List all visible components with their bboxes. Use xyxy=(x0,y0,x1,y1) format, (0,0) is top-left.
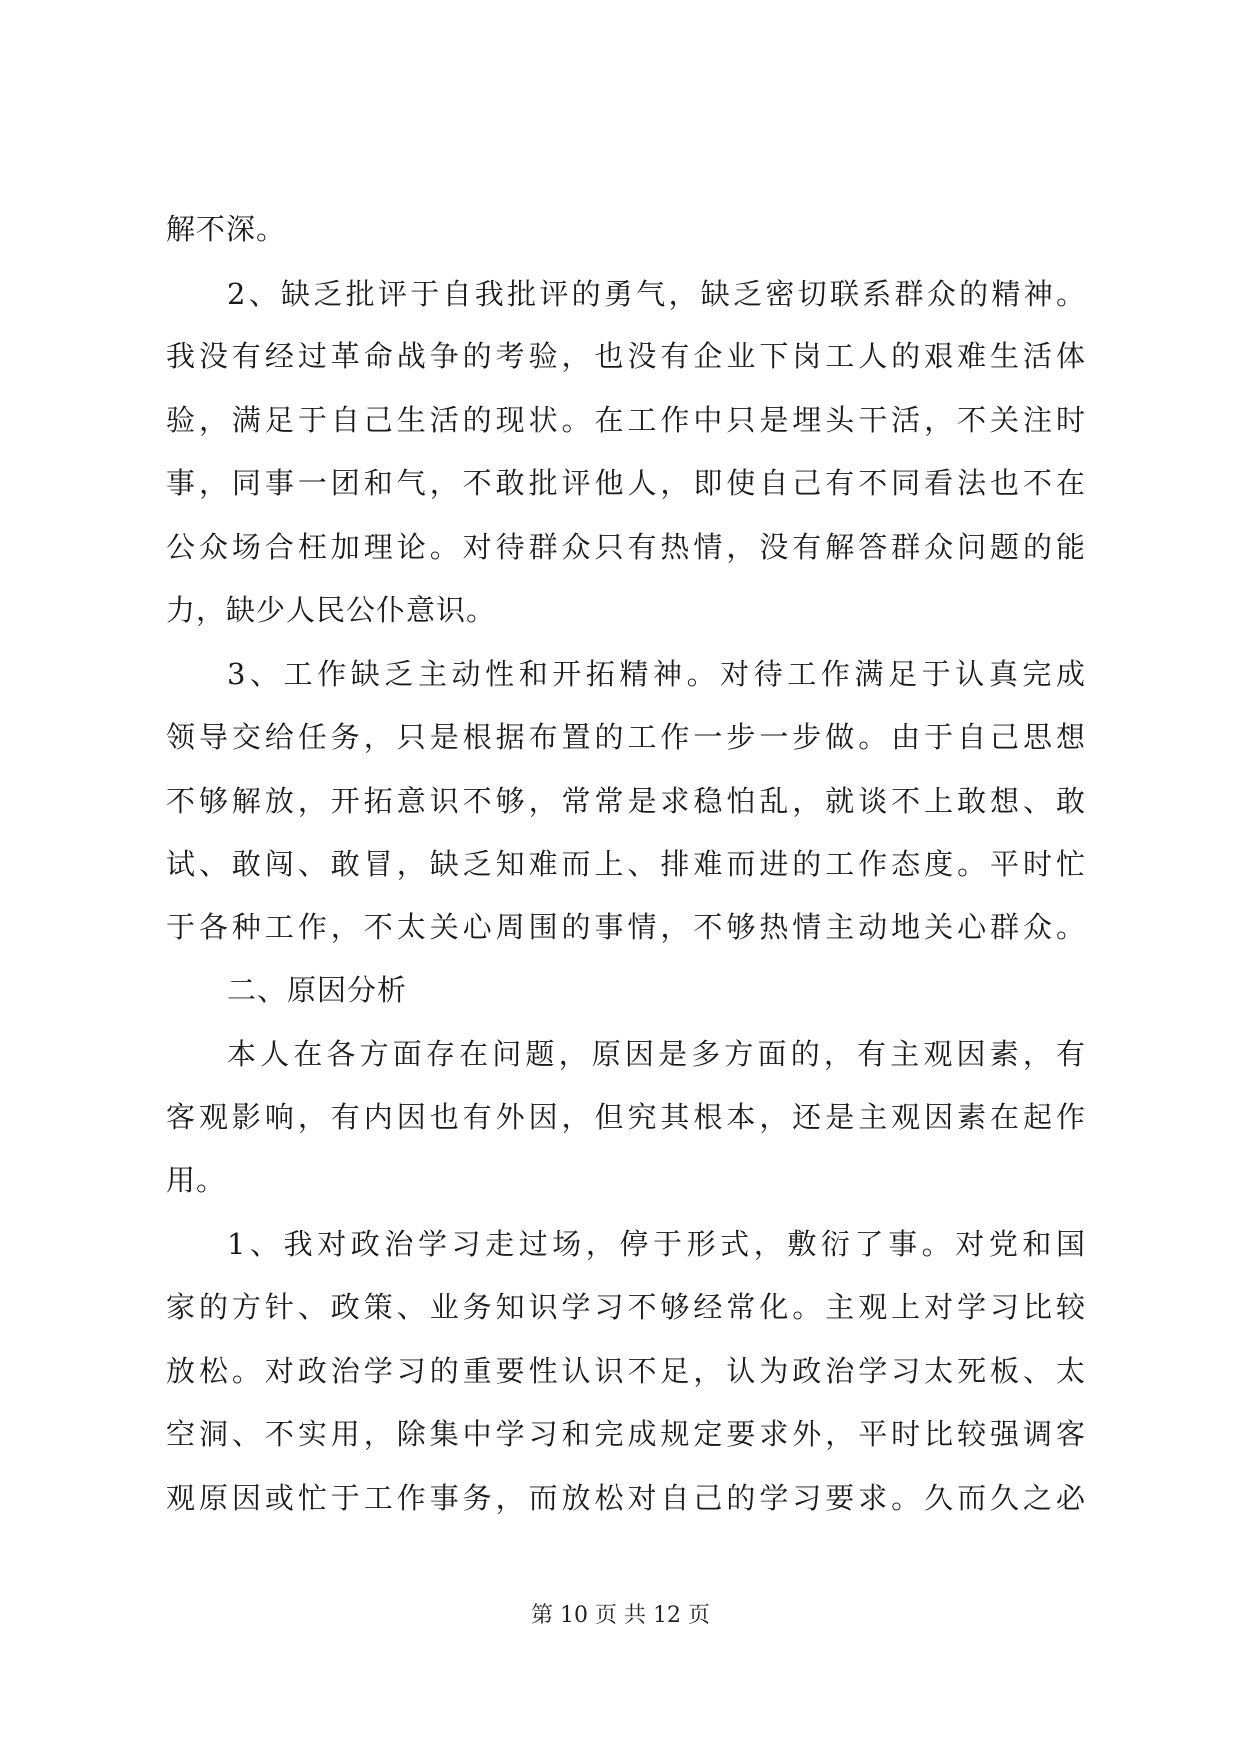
text-line: 验，满足于自己生活的现状。在工作中只是埋头干活，不关注时 xyxy=(166,403,1086,437)
text-line: 用。 xyxy=(166,1163,227,1197)
text-line: 事，同事一团和气，不敢批评他人，即使自己有不同看法也不在 xyxy=(166,466,1086,500)
text-line: 公众场合枉加理论。对待群众只有热情，没有解答群众问题的能 xyxy=(166,530,1086,564)
text-line: 解不深。 xyxy=(166,212,287,246)
text-line: 力，缺少人民公仆意识。 xyxy=(166,593,497,627)
paragraph-start-line: 本人在各方面存在问题，原因是多方面的，有主观因素，有 xyxy=(227,1037,1086,1071)
paragraph-start-line: 3、工作缺乏主动性和开拓精神。对待工作满足于认真完成 xyxy=(227,657,1086,691)
text-line: 我没有经过革命战争的考验，也没有企业下岗工人的艰难生活体 xyxy=(166,339,1086,373)
text-line: 观原因或忙于工作事务，而放松对自己的学习要求。久而久之必 xyxy=(166,1481,1086,1515)
text-line: 空洞、不实用，除集中学习和完成规定要求外，平时比较强调客 xyxy=(166,1417,1086,1451)
text-line: 领导交给任务，只是根据布置的工作一步一步做。由于自己思想 xyxy=(166,720,1086,754)
text-line: 不够解放，开拓意识不够，常常是求稳怕乱，就谈不上敢想、敢 xyxy=(166,784,1086,818)
text-line: 家的方针、政策、业务知识学习不够经常化。主观上对学习比较 xyxy=(166,1290,1086,1324)
text-line: 客观影响，有内因也有外因，但究其根本，还是主观因素在起作 xyxy=(166,1100,1086,1134)
page-number-footer: 第 10 页 共 12 页 xyxy=(531,1603,710,1628)
paragraph-start-line: 1、我对政治学习走过场，停于形式，敷衍了事。对党和国 xyxy=(227,1227,1086,1261)
section-heading: 二、原因分析 xyxy=(227,973,408,1007)
text-line: 放松。对政治学习的重要性认识不足，认为政治学习太死板、太 xyxy=(166,1354,1086,1388)
text-line: 于各种工作，不太关心周围的事情，不够热情主动地关心群众。 xyxy=(166,910,1086,944)
text-line: 试、敢闯、敢冒，缺乏知难而上、排难而进的工作态度。平时忙 xyxy=(166,847,1086,881)
paragraph-start-line: 2、缺乏批评于自我批评的勇气，缺乏密切联系群众的精神。 xyxy=(227,277,1086,311)
